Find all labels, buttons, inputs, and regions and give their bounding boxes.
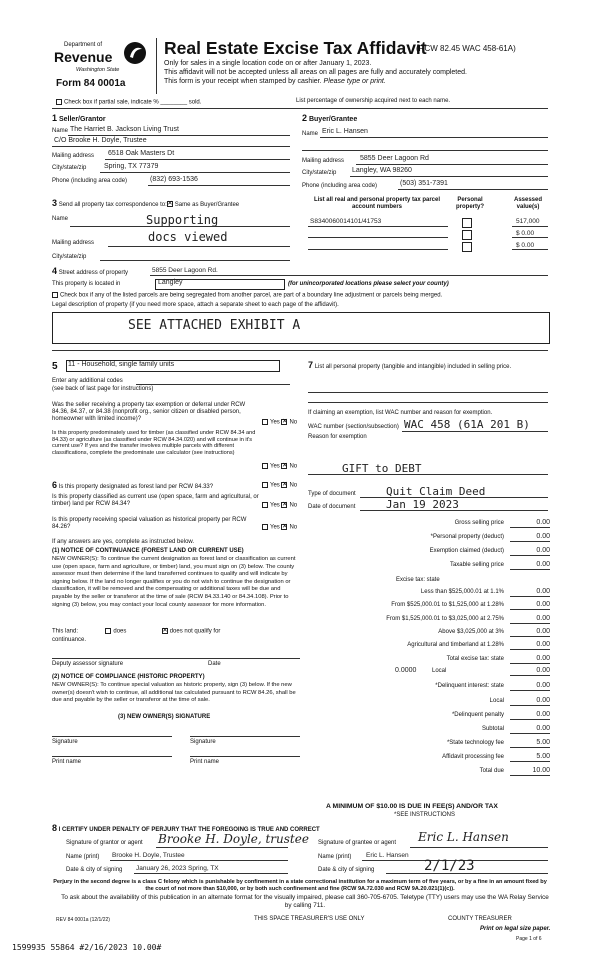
s6-q3-no[interactable] bbox=[281, 524, 287, 530]
buyer-city[interactable]: Langley, WA 98260 bbox=[352, 167, 412, 174]
parcel-number-1[interactable]: S8340060014101/41753 bbox=[310, 218, 382, 225]
personal-property-checkbox-2[interactable] bbox=[462, 230, 472, 240]
s5-q2-yes[interactable] bbox=[262, 463, 268, 469]
dept-label: Department of bbox=[64, 42, 103, 48]
see-instructions: *SEE INSTRUCTIONS bbox=[394, 812, 456, 818]
deputy-sig-label: Deputy assessor signature bbox=[52, 661, 124, 667]
s3-city-label: City/state/zip bbox=[52, 254, 87, 260]
buyer-name-label: Name bbox=[302, 131, 319, 137]
s5-q1-no[interactable] bbox=[281, 419, 287, 425]
seller-name[interactable]: The Harriet B. Jackson Living Trust bbox=[70, 126, 179, 133]
continuance-label: continuance. bbox=[52, 637, 87, 643]
treasurer-space: THIS SPACE TREASURER'S USE ONLY bbox=[254, 916, 365, 922]
tax-bracket-3-value[interactable]: 0.00 bbox=[536, 628, 550, 635]
partial-sale-row: Check box if partial sale, indicate % ________ sold. bbox=[56, 99, 201, 107]
grantor-signature[interactable]: Brooke H. Doyle, trustee bbox=[158, 832, 309, 846]
seller-mail[interactable]: 6518 Oak Masters Dt bbox=[108, 150, 175, 157]
s5-q1: Was the seller receiving a property tax exemption or deferral under RCW 84.36, 84.37, or 84.38 (nonprofit org., senior citizen or disabled person, homeowner with limited income)? bbox=[52, 402, 246, 422]
grantor-date-city[interactable]: January 26, 2023 Spring, TX bbox=[136, 865, 219, 872]
assessed-header: Assessed value(s) bbox=[513, 197, 543, 210]
s3-name-label: Name bbox=[52, 216, 69, 222]
tax-row2-0-label: *Delinquent interest: state bbox=[435, 683, 504, 689]
legal-label: Legal description of property (if you need more space, attach a separate sheet to each page of the affidavit). bbox=[52, 302, 339, 308]
s6-q3-answer: Yes ✕ No bbox=[262, 524, 297, 532]
grantee-print-name[interactable]: Eric L. Hansen bbox=[366, 852, 409, 859]
assessed-value-3[interactable]: $ 0.00 bbox=[516, 242, 535, 249]
use-code-value: 11 - Household, single family units bbox=[68, 361, 175, 368]
personal-property-checkbox-3[interactable] bbox=[462, 242, 472, 252]
deputy-date-label: Date bbox=[208, 661, 221, 667]
see-back-note: (see back of last page for instructions) bbox=[52, 386, 154, 392]
perjury-notice: Perjury in the second degree is a class C felony which is punishable by confinement in a state correctional institution for a maximum term of five years, or by a fine in an amount fixed by the court of not more than $10,000, or by both such confinement and fine (RCW 9A.72.030 and RCW 9A.20.021(1)(c)). bbox=[53, 879, 547, 892]
tax-bracket-0-label: Less than $525,000.01 at 1.1% bbox=[420, 589, 504, 595]
buyer-city-label: City/state/zip bbox=[302, 170, 337, 176]
rcw-reference: (RCW 82.45 WAC 458-61A) bbox=[416, 44, 516, 53]
s6-if-yes: If any answers are yes, complete as instructed below. bbox=[52, 539, 195, 545]
buyer-mail[interactable]: 5855 Deer Lagoon Rd bbox=[360, 155, 429, 162]
ownership-note: List percentage of ownership acquired next to each name. bbox=[296, 98, 451, 104]
grantee-date-label: Date & city of signing bbox=[318, 867, 375, 873]
wac-label: WAC number (section/subsection) bbox=[308, 424, 399, 430]
reason-hand[interactable]: GIFT to DEBT bbox=[342, 462, 422, 475]
s6-q1-no[interactable] bbox=[281, 482, 287, 488]
legal-description-box[interactable] bbox=[52, 312, 550, 344]
located-label: This property is located in bbox=[52, 281, 121, 287]
form-title: Real Estate Excise Tax Affidavit bbox=[164, 38, 427, 58]
this-land-row: This land: does ✕ does not qualify for bbox=[52, 628, 220, 636]
tax-row-0-value[interactable]: 0.00 bbox=[536, 519, 550, 526]
excise-state-label: Excise tax: state bbox=[396, 577, 440, 583]
segregated-checkbox[interactable] bbox=[52, 292, 58, 298]
tax-bracket-4-label: Agricultural and timberland at 1.28% bbox=[407, 642, 504, 648]
s6-q1: 6 Is this property designated as forest land per RCW 84.33? bbox=[52, 480, 214, 490]
local-label: Local bbox=[432, 668, 447, 674]
tax-row2-1-value[interactable]: 0.00 bbox=[536, 697, 550, 704]
tax-row-0-label: Gross selling price bbox=[454, 520, 504, 526]
s5-q1-yes[interactable] bbox=[262, 419, 268, 425]
seller-mail-label: Mailing address bbox=[52, 153, 95, 159]
form-number: Form 84 0001a bbox=[56, 78, 126, 89]
new-owner-sig-label-1: Signature bbox=[52, 739, 78, 745]
personal-property-checkbox-1[interactable] bbox=[462, 218, 472, 228]
unincorp-note: (for unincorporated locations please select your county) bbox=[288, 281, 449, 287]
s6-q3-yes[interactable] bbox=[262, 524, 268, 530]
segregated-row: Check box if any of the listed parcels are being segregated from another parcel, are part of a boundary line adjustment or parcels being merged. bbox=[52, 292, 442, 300]
s5-q2: Is this property predominately used for timber (as classified under RCW 84.34 and 84.33) or agriculture (as classified under RCW 84.34.020) and will continue in it's current use? If yes and the transfer involves multiple parcels with different classifications, complete the predominate use calculator (see instructions) bbox=[52, 430, 256, 456]
tax-row-3-value[interactable]: 0.00 bbox=[536, 561, 550, 568]
exemption-label: If claiming an exemption, list WAC number and reason for exemption. bbox=[308, 410, 493, 416]
grantee-sig-label: Signature of grantee or agent bbox=[318, 840, 397, 846]
s6-q3: Is this property receiving special valuation as historical property per RCW 84.26? bbox=[52, 517, 247, 530]
partial-sale-checkbox[interactable] bbox=[56, 99, 62, 105]
notice2-title: (2) NOTICE OF COMPLIANCE (HISTORIC PROPERTY) bbox=[52, 674, 205, 680]
seller-phone-label: Phone (including area code) bbox=[52, 178, 128, 184]
tax-bracket-1-label: From $525,000.01 to $1,525,000 at 1.28% bbox=[391, 602, 504, 608]
buyer-name[interactable]: Eric L. Hansen bbox=[322, 128, 368, 135]
new-owner-print-label-1: Print name bbox=[52, 759, 82, 765]
tax-row2-4-value[interactable]: 5.00 bbox=[536, 739, 550, 746]
location-value: Langley bbox=[158, 279, 183, 286]
state-label: Washington State bbox=[76, 67, 120, 73]
same-as-buyer-checkbox[interactable] bbox=[167, 201, 173, 207]
s6-q2-answer: Yes ✕ No bbox=[262, 502, 297, 510]
seller-name-label: Name bbox=[52, 128, 69, 134]
s6-q2-yes[interactable] bbox=[262, 502, 268, 508]
doc-date-label: Date of document bbox=[308, 504, 356, 510]
tax-row2-1-label: Local bbox=[489, 698, 504, 704]
s3-name-hand[interactable]: Supporting bbox=[146, 213, 219, 227]
assessed-value-1[interactable]: 517,000 bbox=[516, 218, 540, 225]
parcel-header: List all real and personal property tax parcel account numbers bbox=[313, 197, 441, 210]
land-does-not-checkbox[interactable] bbox=[162, 628, 168, 634]
grantor-sig-label: Signature of grantor or agent bbox=[66, 840, 143, 846]
minimum-note: A MINIMUM OF $10.00 IS DUE IN FEE(S) AND/OR TAX bbox=[326, 803, 498, 810]
tax-row2-5-value[interactable]: 5.00 bbox=[536, 753, 550, 760]
revenue-logo bbox=[52, 40, 148, 92]
new-owner-sig-title: (3) NEW OWNER(S) SIGNATURE bbox=[118, 714, 211, 720]
tax-correspondence-row: 3 Send all property tax correspondence to:✕ Same as Buyer/Grantee bbox=[52, 200, 239, 209]
tax-row2-0-value[interactable]: 0.00 bbox=[536, 682, 550, 689]
tax-row2-3-label: Subtotal bbox=[481, 726, 504, 732]
tax-bracket-3-label: Above $3,025,000 at 3% bbox=[438, 629, 504, 635]
tax-row-1-value[interactable]: 0.00 bbox=[536, 533, 550, 540]
revenue-logo-icon bbox=[122, 40, 148, 66]
street-address-row: 4 Street address of property bbox=[52, 266, 129, 276]
assessed-value-2[interactable]: $ 0.00 bbox=[516, 230, 535, 237]
reason-label: Reason for exemption bbox=[308, 434, 367, 440]
county-treasurer: COUNTY TREASURER bbox=[448, 916, 512, 922]
header-line-2: This affidavit will not be accepted unless all areas on all pages are fully and accurately completed. bbox=[164, 69, 467, 76]
grantee-signature[interactable]: Eric L. Hansen bbox=[418, 830, 509, 844]
recording-stamp: 1599935 55864 #2/16/2023 10.00# bbox=[12, 943, 162, 952]
seller-phone[interactable]: (832) 693-1536 bbox=[150, 176, 198, 183]
buyer-phone[interactable]: (503) 351-7391 bbox=[400, 180, 448, 187]
header-line-1: Only for sales in a single location code on or after January 1, 2023. bbox=[164, 60, 372, 67]
tax-row-2-value[interactable]: 0.00 bbox=[536, 547, 550, 554]
s6-q2: Is this property classified as current use (open space, farm and agricultural, or timber) land per RCW 84.34? bbox=[52, 494, 259, 507]
tax-row2-3-value[interactable]: 0.00 bbox=[536, 725, 550, 732]
doc-date-hand[interactable]: Jan 19 2023 bbox=[386, 498, 459, 511]
new-owner-sig-label-2: Signature bbox=[190, 739, 216, 745]
s5-q2-no[interactable] bbox=[281, 463, 287, 469]
local-rate[interactable]: 0.0000 bbox=[395, 667, 417, 674]
grantee-print-label: Name (print) bbox=[318, 854, 352, 860]
notice1-title: (1) NOTICE OF CONTINUANCE (FOREST LAND OR CURRENT USE) bbox=[52, 548, 244, 554]
alt-format-notice: To ask about the availability of this publication in an alternate format for the visually impaired, please call 360-705-6705. Teletype (TTY) users may use the WA Relay Service by calling 711. bbox=[61, 894, 549, 909]
s3-mail-label: Mailing address bbox=[52, 240, 95, 246]
tax-row2-2-value[interactable]: 0.00 bbox=[536, 711, 550, 718]
tax-bracket-4-value[interactable]: 0.00 bbox=[536, 641, 550, 648]
s6-q1-yes[interactable] bbox=[262, 482, 268, 488]
tax-row-3-label: Taxable selling price bbox=[449, 562, 504, 568]
s6-q1-answer: Yes ✕ No bbox=[262, 482, 297, 490]
doc-type-label: Type of document bbox=[308, 491, 356, 497]
grantor-print-label: Name (print) bbox=[66, 854, 100, 860]
tax-row2-6-value[interactable]: 10.00 bbox=[532, 767, 550, 774]
new-owner-print-label-2: Print name bbox=[190, 759, 220, 765]
grantee-date[interactable]: 2/1/23 bbox=[424, 858, 475, 874]
tax-row2-2-label: *Delinquent penalty bbox=[451, 712, 504, 718]
section5-num: 5 bbox=[52, 361, 58, 372]
doc-type-hand[interactable]: Quit Claim Deed bbox=[386, 485, 486, 498]
s6-q2-no[interactable] bbox=[281, 502, 287, 508]
header-line-3: This form is your receipt when stamped by cashier. Please type or print. bbox=[164, 78, 386, 85]
buyer-mail-label: Mailing address bbox=[302, 158, 345, 164]
grantor-print-name[interactable]: Brooke H. Doyle, Trustee bbox=[112, 852, 185, 859]
certify-line: 8 I CERTIFY UNDER PENALTY OF PERJURY THAT THE FOREGOING IS TRUE AND CORRECT bbox=[52, 823, 320, 833]
tax-row2-5-label: Affidavit processing fee bbox=[442, 754, 504, 760]
additional-codes-label: Enter any additional codes bbox=[52, 378, 123, 384]
page-number: Page 1 of 6 bbox=[516, 936, 542, 942]
seller-name-2[interactable]: C/O Brooke H. Doyle, Trustee bbox=[54, 137, 147, 144]
revenue-wordmark: Revenue bbox=[54, 49, 113, 65]
buyer-heading: 2 Buyer/Grantee bbox=[302, 113, 358, 123]
local-value[interactable]: 0.00 bbox=[536, 667, 550, 674]
s3-mail-hand[interactable]: docs viewed bbox=[148, 230, 228, 244]
buyer-phone-label: Phone (including area code) bbox=[302, 183, 378, 189]
tax-row-1-label: *Personal property (deduct) bbox=[430, 534, 504, 540]
personal-header: Personal property? bbox=[455, 197, 484, 210]
tax-row-2-label: Exemption claimed (deduct) bbox=[429, 548, 504, 554]
s5-q2-answer: Yes ✕ No bbox=[262, 463, 297, 471]
tax-bracket-1-value[interactable]: 0.00 bbox=[536, 601, 550, 608]
wac-hand[interactable]: WAC 458 (61A 201 B) bbox=[404, 418, 530, 431]
notice1-body: NEW OWNER(S): To continue the current designation as forest land or classification as current use (open space, farm and agriculture, or timber) land, you must sign on (3) below. The county assessor must then determine if the land transferred continues to qualify and will indicate by signing below. If the land no longer qualifies or you do not wish to continue the designation or classification, it will be removed and the compensating or additional taxes will be due and payable by the seller or transferor at the time of sale (RCW 84.33.140 or 84.34.108). Prior to signing (3) below, you may contact your local county assessor for more information. bbox=[52, 556, 296, 608]
tax-bracket-0-value[interactable]: 0.00 bbox=[536, 588, 550, 595]
tax-bracket-2-value[interactable]: 0.00 bbox=[536, 615, 550, 622]
section7-label: 7 List all personal property (tangible and intangible) included in selling price. bbox=[308, 360, 512, 370]
grantor-date-label: Date & city of signing bbox=[66, 867, 123, 873]
property-address[interactable]: 5855 Deer Lagoon Rd. bbox=[152, 267, 218, 274]
notice2-body: NEW OWNER(S): To continue special valuation as historic property, sign (3) below. If the new owner(s) doesn't wish to continue, all additional tax calculated pursuant to RCW 84.26, shall be due and payable by the seller or transferor at the time of sale. bbox=[52, 682, 296, 704]
tax-row2-4-label: *State technology fee bbox=[446, 740, 504, 746]
land-does-checkbox[interactable] bbox=[105, 628, 111, 634]
s5-q1-answer: Yes ✕ No bbox=[262, 419, 297, 427]
legal-description-hand: SEE ATTACHED EXHIBIT A bbox=[128, 318, 301, 333]
tax-bracket-5-value[interactable]: 0.00 bbox=[536, 655, 550, 662]
rev-label: REV 84 0001a (12/1/22) bbox=[56, 917, 110, 923]
tax-bracket-5-label: Total excise tax: state bbox=[446, 656, 504, 662]
tax-bracket-2-label: From $1,525,000.01 to $3,025,000 at 2.75% bbox=[386, 616, 504, 622]
seller-city[interactable]: Spring, TX 77379 bbox=[104, 163, 159, 170]
seller-heading: 1 Seller/Grantor bbox=[52, 113, 106, 123]
legal-paper-note: Print on legal size paper. bbox=[480, 926, 551, 932]
seller-city-label: City/state/zip bbox=[52, 165, 87, 171]
tax-row2-6-label: Total due bbox=[479, 768, 504, 774]
